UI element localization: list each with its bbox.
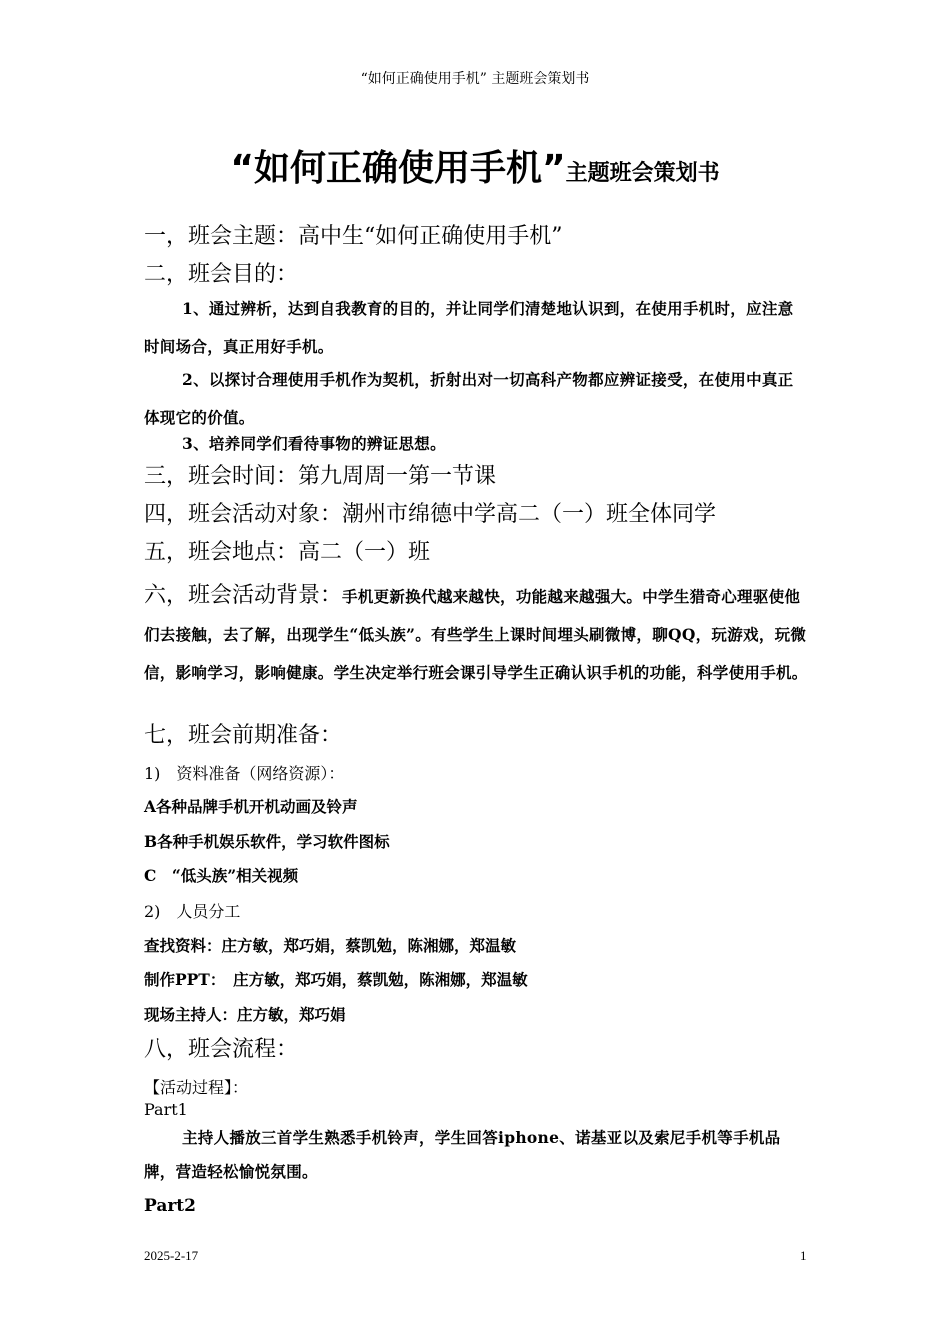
background-text: 手机更新换代越来越快，功能越来越强大。中学生猎奇心理驱使他们去接触，去了解，出现学生“低头族”。有些学生上课时间埋头刷微博，聊QQ，玩游戏，玩微信，影响学习，影响健康。学生决定举行班会课引导学生正确认识手机的功能，科学使用手机。	[144, 587, 808, 682]
document-title	[0, 140, 950, 191]
purpose-1: 1、通过辨析，达到自我教育的目的，并让同学们清楚地认识到，在使用手机时，应注意时间场合，真正用好手机。	[144, 299, 794, 356]
prep-item-c: C “低头族”相关视频	[144, 866, 299, 885]
role-host: 现场主持人：庄方敏，郑巧娟	[144, 1005, 346, 1024]
part1-text: 主持人播放三首学生熟悉手机铃声，学生回答iphone、诺基亚以及索尼手机等手机品牌，营造轻松愉悦氛围。	[144, 1128, 781, 1181]
section-7-preparation: 七，班会前期准备：	[144, 723, 343, 748]
part1-label: Part1	[144, 1100, 188, 1119]
footer-date: 2025-2-17	[144, 1248, 199, 1263]
activity-process: 【活动过程】：	[144, 1078, 249, 1097]
prep-roles: 2) 人员分工	[144, 902, 241, 921]
section-3-time: 三，班会时间：第九周周一第一节课	[144, 464, 497, 489]
purpose-2: 2、以探讨合理使用手机作为契机，折射出对一切高科产物都应辨证接受，在使用中真正体现它的价值。	[144, 370, 794, 427]
title-sub: 主题班会策划书	[565, 161, 720, 186]
section-2-purpose: 二，班会目的：	[144, 262, 299, 287]
section-4-audience: 四，班会活动对象：潮州市绵德中学高二（一）班全体同学	[144, 502, 717, 527]
prep-item-a: A各种品牌手机开机动画及铃声	[144, 797, 358, 816]
role-research: 查找资料：庄方敏，郑巧娟，蔡凯勉，陈湘娜，郑温敏	[144, 936, 517, 955]
part2-label: Part2	[144, 1196, 196, 1216]
section-1-theme: 一，班会主题：高中生“如何正确使用手机”	[144, 224, 563, 249]
prep-materials: 1) 资料准备（网络资源）：	[144, 764, 345, 783]
role-ppt: 制作PPT： 庄方敏，郑巧娟，蔡凯勉，陈湘娜，郑温敏	[144, 970, 528, 989]
section-8-flow: 八，班会流程：	[144, 1037, 299, 1062]
section-6-background	[144, 577, 808, 692]
section-5-location: 五，班会地点：高二（一）班	[144, 540, 431, 565]
purpose-3: 3、培养同学们看待事物的辨证思想。	[182, 434, 446, 453]
prep-item-b: B各种手机娱乐软件，学习软件图标	[144, 832, 390, 851]
background-label: 六，班会活动背景：	[144, 583, 343, 608]
title-main: “如何正确使用手机”	[230, 148, 566, 189]
running-header: “如何正确使用手机” 主题班会策划书	[360, 71, 590, 87]
page-number: 1	[800, 1248, 807, 1263]
